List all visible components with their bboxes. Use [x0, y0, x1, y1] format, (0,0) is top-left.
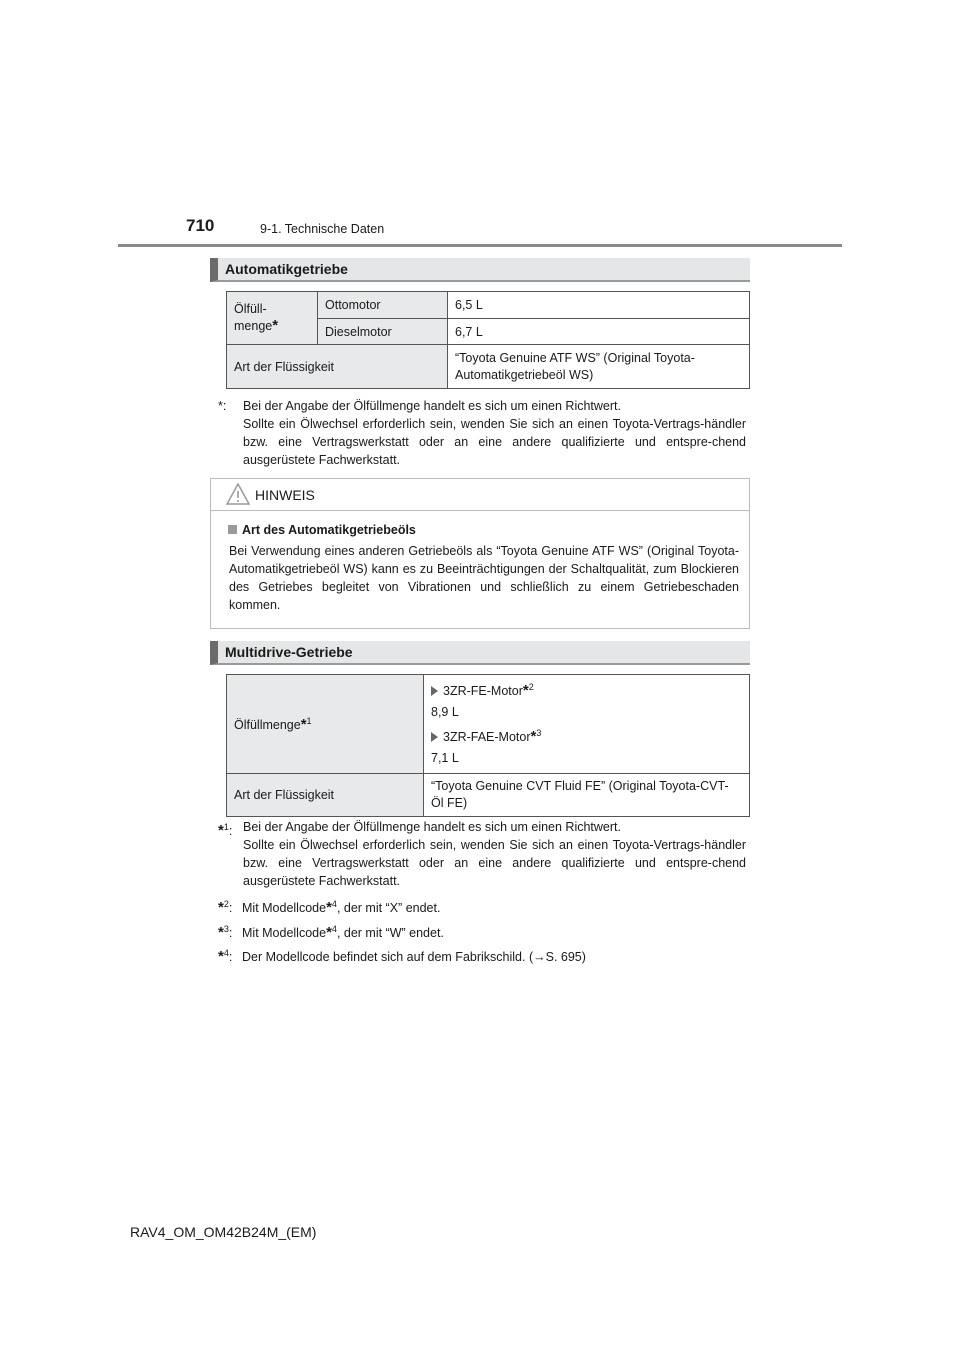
capacity-label: Ölfüll- menge*	[227, 292, 318, 345]
capacity-diesel: 6,7 L	[448, 319, 750, 345]
capacity-label: Ölfüllmenge*$^1$	[227, 675, 424, 774]
section-heading-multidrive	[210, 641, 750, 665]
table-row	[227, 345, 750, 389]
section-heading-text: Multidrive-Getriebe	[225, 644, 353, 660]
fluid-value: “Toyota Genuine ATF WS” (Original Toyota- Automatikgetriebeöl WS)	[448, 345, 750, 389]
table-row	[227, 292, 750, 319]
footnote-2: *$^2$: Mit Modellcode*$^4$, der mit “X” endet.	[218, 899, 441, 917]
table-row	[227, 675, 750, 774]
section-heading-automatic	[210, 258, 750, 282]
header-rule	[118, 244, 842, 247]
engine-petrol: Ottomotor	[318, 292, 448, 319]
notice-text: Bei Verwendung eines anderen Getriebeöls als “Toyota Genuine ATF WS” (Original Toyota-Automatikgetriebeöl WS) kann es zu Beeinträchtigungen der Schaltqualität, zum Blockieren des Getriebes begleitet von Vibrationen und schließlich zu einem Getriebeschaden kommen.	[229, 544, 739, 612]
footnote-1: *$^1$: Bei der Angabe der Ölfüllmenge handelt es sich um einen Richtwert. Sollte ein Ölwechsel erforderlich sein, wenden Sie sich an einen Toyota-Vertrags-händler bzw. eine Vertragswerkstatt oder an eine andere qualifizierte und entspre-chend ausgerüstete Fachwerkstatt.	[218, 820, 746, 888]
arrow-right-icon	[431, 686, 438, 696]
fluid-value: “Toyota Genuine CVT Fluid FE” (Original Toyota-CVT- Öl FE)	[424, 774, 750, 817]
fluid-label: Art der Flüssigkeit	[227, 774, 424, 817]
notice-heading: Art des Automatikgetriebeöls	[228, 523, 416, 537]
automatic-spec-table	[226, 291, 750, 389]
section-heading-text: Automatikgetriebe	[225, 261, 348, 277]
section-title: 9-1. Technische Daten	[260, 222, 385, 236]
warning-icon	[225, 482, 251, 506]
notice-label: HINWEIS	[255, 487, 315, 503]
footnote-auto: *: Bei der Angabe der Ölfüllmenge handelt es sich um einen Richtwert. Sollte ein Ölwechsel erforderlich sein, wenden Sie sich an einen Toyota-Vertrags-händler bzw. eine Vertragswerkstatt oder an eine andere qualifizierte und entspre-chend ausgerüstete Fachwerkstatt.	[218, 399, 746, 467]
arrow-right-icon	[431, 732, 438, 742]
footnote-3: *$^3$: Mit Modellcode*$^4$, der mit “W” endet.	[218, 924, 444, 942]
notice-box	[210, 478, 750, 629]
multidrive-spec-table	[226, 674, 750, 817]
footnote-4: *$^4$: Der Modellcode befindet sich auf dem Fabrikschild. (→S. 695)	[218, 948, 586, 966]
capacity-petrol: 6,5 L	[448, 292, 750, 319]
fluid-label: Art der Flüssigkeit	[227, 345, 448, 389]
engine-diesel: Dieselmotor	[318, 319, 448, 345]
document-code: RAV4_OM_OM42B24M_(EM)	[130, 1224, 317, 1240]
table-row	[227, 774, 750, 817]
capacity-values: 3ZR-FE-Motor*$^2$ 8,9 L 3ZR-FAE-Motor*$^3$ 7,1 L	[424, 675, 750, 774]
page-number: 710	[186, 216, 215, 235]
